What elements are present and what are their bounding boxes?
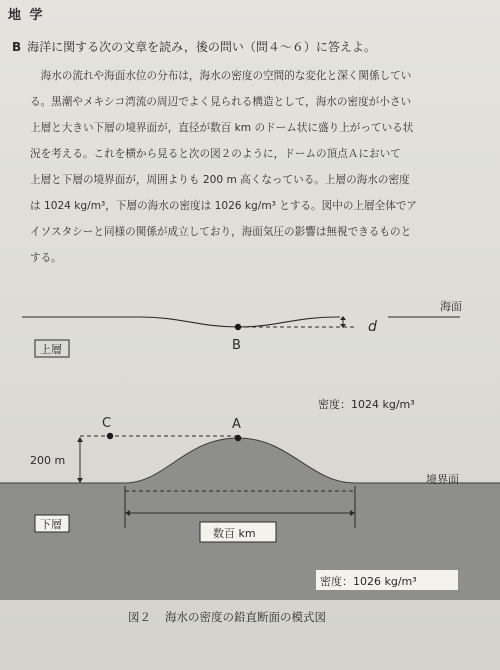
point-a-label: A	[232, 417, 241, 432]
point-b-label: B	[232, 338, 241, 353]
sea-surface-label: 海面	[440, 300, 462, 313]
passage-line-8: する。	[30, 252, 62, 264]
passage-line-5: 上層と下層の境界面が，周囲よりも 200 m 高くなっている。上層の海水の密度	[30, 174, 410, 186]
height-label: 200 m	[30, 454, 66, 467]
section-heading	[12, 38, 492, 55]
passage-line-6: は 1024 kg/m³，下層の海水の密度は 1026 kg/m³ とする。図中の上層全体でア	[30, 200, 417, 212]
point-c-marker	[107, 433, 113, 439]
figure-caption-text: 海水の密度の鉛直断面の模式図	[165, 610, 326, 624]
passage-line-1: 海水の流れや海面水位の分布は，海水の密度の空間的な変化と深く関係してい	[30, 70, 412, 82]
passage-line-2: る。黒潮やメキシコ湾流の周辺でよく見られる構造として，海水の密度が小さい	[30, 96, 412, 108]
boundary-label: 境界面	[426, 473, 459, 486]
upper-density-label: 密度：1024 kg/m³	[318, 398, 415, 411]
figure-caption	[128, 609, 326, 625]
section-intro: 海洋に関する次の文章を読み，後の問い（問４～６）に答えよ。	[27, 40, 376, 54]
height-arrow-head-bottom	[77, 478, 83, 483]
density-cross-section-diagram	[0, 300, 500, 600]
sea-surface-line	[22, 317, 340, 327]
height-arrow-head-top	[77, 437, 83, 442]
point-c-label: C	[102, 416, 112, 431]
subject-header: 地 学	[8, 8, 45, 23]
upper-layer-label: 上層	[40, 343, 62, 356]
passage-line-7: イソスタシーと同様の関係が成立しており，海面気圧の影響は無視できるものと	[30, 226, 412, 238]
lower-density-label: 密度：1026 kg/m³	[320, 575, 417, 588]
width-label: 数百 km	[213, 527, 256, 540]
passage-line-3: 上層と大きい下層の境界面が，直径が数百 km のドーム状に盛り上がっている状	[30, 122, 414, 134]
lower-layer-label: 下層	[40, 518, 62, 531]
passage-line-4: 況を考える。これを横から見ると次の図２のように，ドームの頂点Ａにおいて	[30, 148, 401, 160]
section-letter: B	[12, 40, 22, 54]
d-label: d	[368, 319, 377, 335]
point-b-marker	[235, 324, 241, 330]
figure-2	[0, 300, 500, 600]
point-a-marker	[235, 435, 241, 441]
d-arrow-head-top	[340, 316, 346, 320]
figure-number: 図２	[128, 610, 151, 624]
